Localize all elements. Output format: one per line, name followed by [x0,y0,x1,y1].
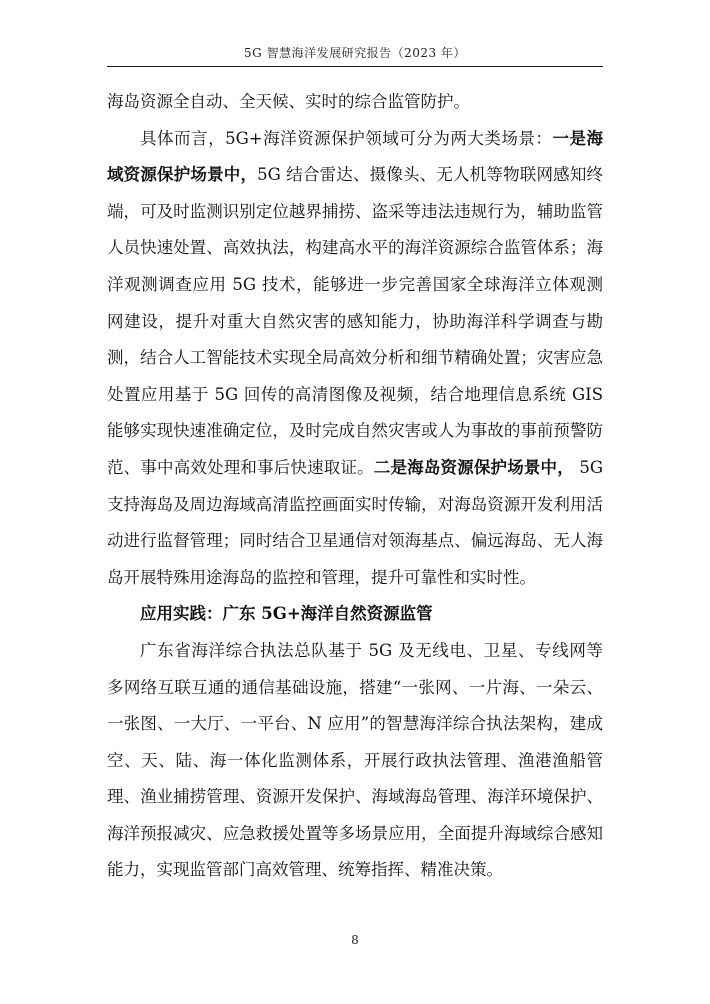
paragraph-continuation: 海岛资源全自动、全天候、实时的综合监管防护。 [107,92,470,111]
body-text [107,84,603,889]
scenarios-intro: 具体而言，5G+海洋资源保护领域可分为两大类场景： [140,128,553,148]
paragraph-scenarios [107,121,603,597]
page-number: 8 [351,933,359,947]
running-header: 5G 智慧海洋发展研究报告（2023 年） [244,46,466,60]
scenario-one-label: 一是海域资源保护场景中， [107,128,603,185]
paragraph-guangdong-practice: 广东省海洋综合执法总队基于 5G 及无线电、卫星、专线网等多网络互联互通的通信基础设施，搭建“一张网、一片海、一朵云、一张图、一大厅、一平台、N 应用”的智慧海洋综合执法架构，建成空、天、陆、海一体化监测体系，开展行政执法管理、渔港渔船管理、渔业捕捞管理、资源开发保护、海域海岛管理、海洋环境保护、海洋预报减灾、应急救援处置等多场景应用，全面提升海域综合感知能力，实现监管部门高效管理、统筹指挥、精准决策。 [107,640,603,880]
scenario-two-label: 二是海岛资源保护场景中， [373,457,574,477]
scenario-two-text: 5G 支持海岛及周边海域高清监控画面实时传输，对海岛资源开发利用活动进行监督管理；同时结合卫星通信对领海基点、偏远海岛、无人海岛开展特殊用途海岛的监控和管理，提升可靠性和实时性。 [107,457,604,587]
section-heading: 应用实践：广东 5G+海洋自然资源监管 [140,604,433,624]
header-rule [107,66,603,67]
scenario-one-text: 5G 结合雷达、摄像头、无人机等物联网感知终端，可及时监测识别定位越界捕捞、盗采等违法违规行为，辅助监管人员快速处置、高效执法，构建高水平的海洋资源综合监管体系；海洋观测调查应用 5G 技术，能够进一步完善国家全球海洋立体观测网建设，提升对重大自然灾害的感知能力，协助海洋科学调查与勘测，结合人工智能技术实现全局高效分析和细节精确处置；灾害应急处置应用基于 5G 回传的高清图像及视频，结合地理信息系统 GIS 能够实现快速准确定位，及时完成自然灾害或人为事故的事前预警防范、事中高效处理和事后快速取证。 [107,165,603,477]
